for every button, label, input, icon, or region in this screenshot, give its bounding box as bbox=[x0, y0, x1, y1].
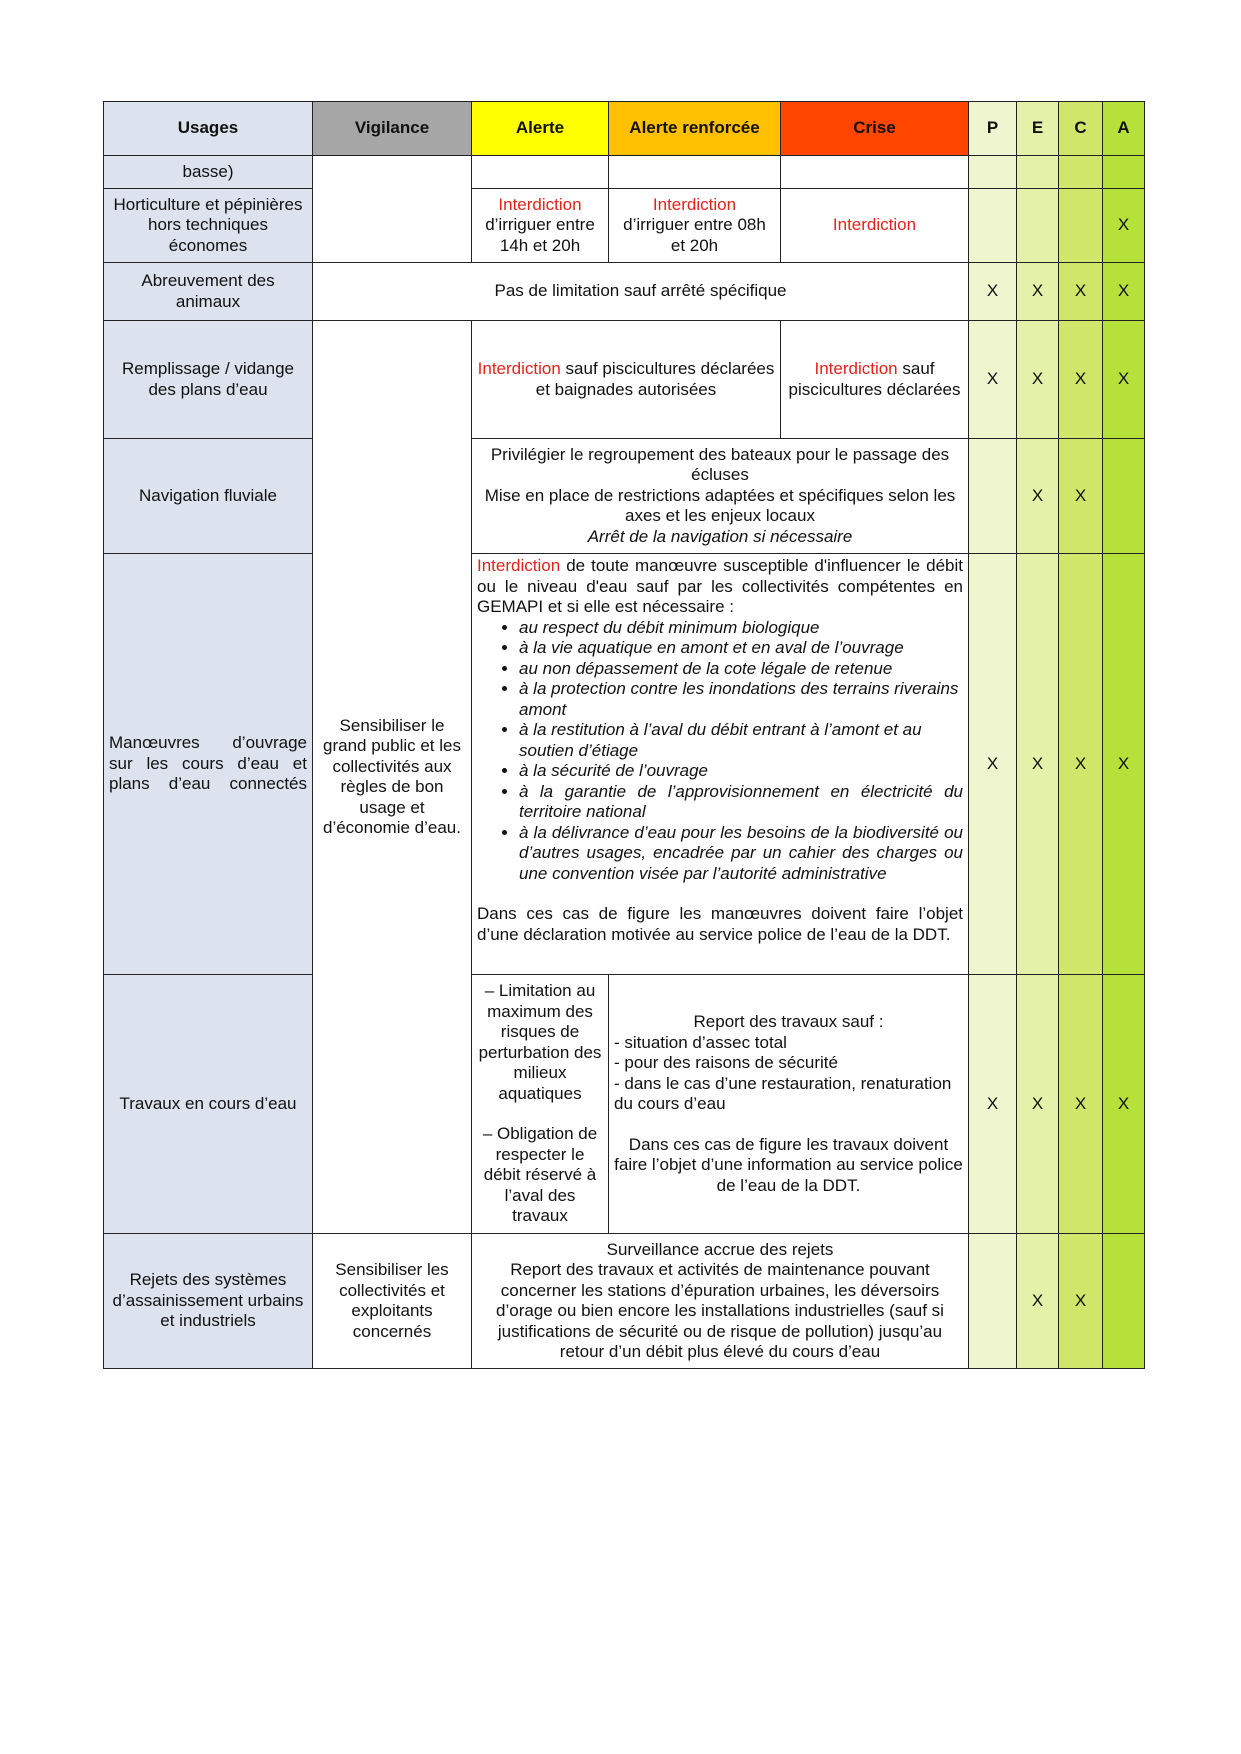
usage-cell: Abreuvement des animaux bbox=[104, 263, 313, 321]
header-alerte: Alerte bbox=[472, 102, 609, 156]
report-item: - pour des raisons de sécurité bbox=[614, 1053, 838, 1072]
list-item: • à la garantie de l’approvisionnement en électricité du territoire national bbox=[519, 782, 963, 823]
alerte-text: – Limitation au maximum des risques de perturbation des milieux aquatiques bbox=[478, 981, 602, 1103]
list-item: • à la sécurité de l’ouvrage bbox=[519, 761, 963, 782]
alerte-renforcee-cell bbox=[609, 156, 781, 189]
crise-cell bbox=[781, 156, 969, 189]
a-cell: X bbox=[1103, 975, 1145, 1234]
usage-cell: Manœuvres d’ouvrage sur les cours d’eau et plans d’eau connectés bbox=[104, 554, 313, 975]
a-cell: X bbox=[1103, 321, 1145, 439]
header-crise: Crise bbox=[781, 102, 969, 156]
conditions-list bbox=[477, 618, 963, 885]
vigilance-cell: Sensibiliser les collectivités et exploitants concernés bbox=[313, 1234, 472, 1369]
p-cell bbox=[969, 156, 1017, 189]
table-row-navigation bbox=[104, 439, 1145, 554]
header-p: P bbox=[969, 102, 1017, 156]
interdiction-label: Interdiction bbox=[814, 359, 898, 378]
measure-line: Report des travaux et activités de maintenance pouvant concerner les stations d’épuration urbaines, les déversoirs d’orage ou bien encore les installations industrielles (sauf si justifications de sécurité ou de risque de pollution) jusqu’au retour d’un débit plus élevé du cours d’eau bbox=[496, 1260, 944, 1361]
usage-cell: Navigation fluviale bbox=[104, 439, 313, 554]
e-cell: X bbox=[1017, 321, 1059, 439]
alerte-combined-cell bbox=[472, 321, 781, 439]
list-item: • au respect du débit minimum biologique bbox=[519, 618, 963, 639]
usage-cell: Travaux en cours d’eau bbox=[104, 975, 313, 1234]
e-cell bbox=[1017, 189, 1059, 263]
table-row-horticulture bbox=[104, 189, 1145, 263]
c-cell: X bbox=[1059, 975, 1103, 1234]
report-item: - situation d’assec total bbox=[614, 1032, 787, 1052]
p-cell bbox=[969, 1234, 1017, 1369]
a-cell: X bbox=[1103, 263, 1145, 321]
a-cell bbox=[1103, 1234, 1145, 1369]
report-title: Report des travaux sauf : bbox=[693, 1012, 884, 1031]
vigilance-cell-shared: Sensibiliser le grand public et les collectivités aux règles de bon usage et d’économie d’eau. bbox=[313, 321, 472, 1234]
a-cell bbox=[1103, 439, 1145, 554]
measure-line: Arrêt de la navigation si nécessaire bbox=[587, 526, 853, 546]
p-cell bbox=[969, 189, 1017, 263]
measure-intro bbox=[477, 556, 963, 618]
alerte-text: d’irriguer entre 14h et 20h bbox=[485, 215, 595, 255]
usage-cell: Horticulture et pépinières hors techniques économes bbox=[104, 189, 313, 263]
measure-cell: Pas de limitation sauf arrêté spécifique bbox=[313, 263, 969, 321]
e-cell: X bbox=[1017, 439, 1059, 554]
c-cell: X bbox=[1059, 1234, 1103, 1369]
c-cell bbox=[1059, 156, 1103, 189]
alerte-text: sauf piscicultures déclarées et baignades autorisées bbox=[535, 359, 775, 399]
alerte-cell bbox=[472, 975, 609, 1234]
header-vigilance: Vigilance bbox=[313, 102, 472, 156]
report-item: - dans le cas d’une restauration, renaturation du cours d’eau bbox=[614, 1073, 952, 1113]
a-cell: X bbox=[1103, 554, 1145, 975]
a-cell: X bbox=[1103, 189, 1145, 263]
table-row-manoeuvres bbox=[104, 554, 1145, 975]
table-row-remplissage bbox=[104, 321, 1145, 439]
e-cell: X bbox=[1017, 263, 1059, 321]
alerte-cell bbox=[472, 156, 609, 189]
crise-cell bbox=[781, 189, 969, 263]
c-cell: X bbox=[1059, 321, 1103, 439]
c-cell: X bbox=[1059, 439, 1103, 554]
c-cell: X bbox=[1059, 554, 1103, 975]
crise-cell bbox=[781, 321, 969, 439]
header-c: C bbox=[1059, 102, 1103, 156]
table-row-basse bbox=[104, 156, 1145, 189]
list-item: • au non dépassement de la cote légale de retenue bbox=[519, 659, 963, 680]
c-cell: X bbox=[1059, 263, 1103, 321]
a-cell bbox=[1103, 156, 1145, 189]
measure-cell bbox=[472, 1234, 969, 1369]
usage-cell: Rejets des systèmes d’assainissement urbains et industriels bbox=[104, 1234, 313, 1369]
crise-text: sauf piscicultures déclarées bbox=[788, 359, 961, 399]
table-row-rejets bbox=[104, 1234, 1145, 1369]
alerte-renforcee-cell bbox=[609, 189, 781, 263]
list-item: • à la délivrance d’eau pour les besoins de la biodiversité ou d’autres usages, encadrée par un cahier des charges ou une convention visée par l’autorité administrative bbox=[519, 823, 963, 885]
p-cell: X bbox=[969, 263, 1017, 321]
measure-line: Mise en place de restrictions adaptées et spécifiques selon les axes et les enjeux locaux bbox=[484, 485, 956, 526]
alerte-renforcee-text: d’irriguer entre 08h et 20h bbox=[623, 215, 766, 255]
c-cell bbox=[1059, 189, 1103, 263]
interdiction-label: Interdiction bbox=[477, 556, 561, 575]
measure-cell bbox=[472, 439, 969, 554]
measure-line: Privilégier le regroupement des bateaux pour le passage des écluses bbox=[490, 444, 950, 485]
p-cell: X bbox=[969, 321, 1017, 439]
interdiction-label: Interdiction bbox=[832, 215, 917, 235]
e-cell: X bbox=[1017, 1234, 1059, 1369]
alerte-cell bbox=[472, 189, 609, 263]
report-outro: Dans ces cas de figure les travaux doivent faire l’objet d’une information au service police de l’eau de la DDT. bbox=[614, 1134, 963, 1195]
p-cell: X bbox=[969, 554, 1017, 975]
p-cell bbox=[969, 439, 1017, 554]
list-item: • à la vie aquatique en amont et en aval de l’ouvrage bbox=[519, 638, 963, 659]
restriction-table bbox=[103, 101, 1145, 1369]
p-cell: X bbox=[969, 975, 1017, 1234]
header-alerte-renforcee: Alerte renforcée bbox=[609, 102, 781, 156]
table-row-abreuvement bbox=[104, 263, 1145, 321]
vigilance-cell-empty bbox=[313, 156, 472, 263]
header-a: A bbox=[1103, 102, 1145, 156]
measure-cell bbox=[472, 554, 969, 975]
e-cell: X bbox=[1017, 554, 1059, 975]
list-item: • à la protection contre les inondations des terrains riverains amont bbox=[519, 679, 963, 720]
list-item: • à la restitution à l’aval du débit entrant à l’amont et au soutien d’étiage bbox=[519, 720, 963, 761]
table-row-travaux bbox=[104, 975, 1145, 1234]
usage-cell: Remplissage / vidange des plans d’eau bbox=[104, 321, 313, 439]
interdiction-label: Interdiction bbox=[498, 194, 582, 214]
e-cell bbox=[1017, 156, 1059, 189]
usage-cell: basse) bbox=[104, 156, 313, 189]
e-cell: X bbox=[1017, 975, 1059, 1234]
header-row bbox=[104, 102, 1145, 156]
header-e: E bbox=[1017, 102, 1059, 156]
report-cell bbox=[609, 975, 969, 1234]
interdiction-label: Interdiction bbox=[652, 194, 737, 214]
header-usages: Usages bbox=[104, 102, 313, 156]
intro-text: de toute manœuvre susceptible d'influencer le débit ou le niveau d'eau sauf par les collectivités compétentes en GEMAPI et si elle est nécessaire : bbox=[477, 556, 963, 616]
alerte-text: – Obligation de respecter le débit réservé à l’aval des travaux bbox=[482, 1124, 598, 1226]
interdiction-label: Interdiction bbox=[477, 359, 561, 378]
measure-line: Surveillance accrue des rejets bbox=[606, 1239, 834, 1259]
measure-outro: Dans ces cas de figure les manœuvres doivent faire l’objet d’une déclaration motivée au service police de l’eau de la DDT. bbox=[477, 904, 963, 944]
